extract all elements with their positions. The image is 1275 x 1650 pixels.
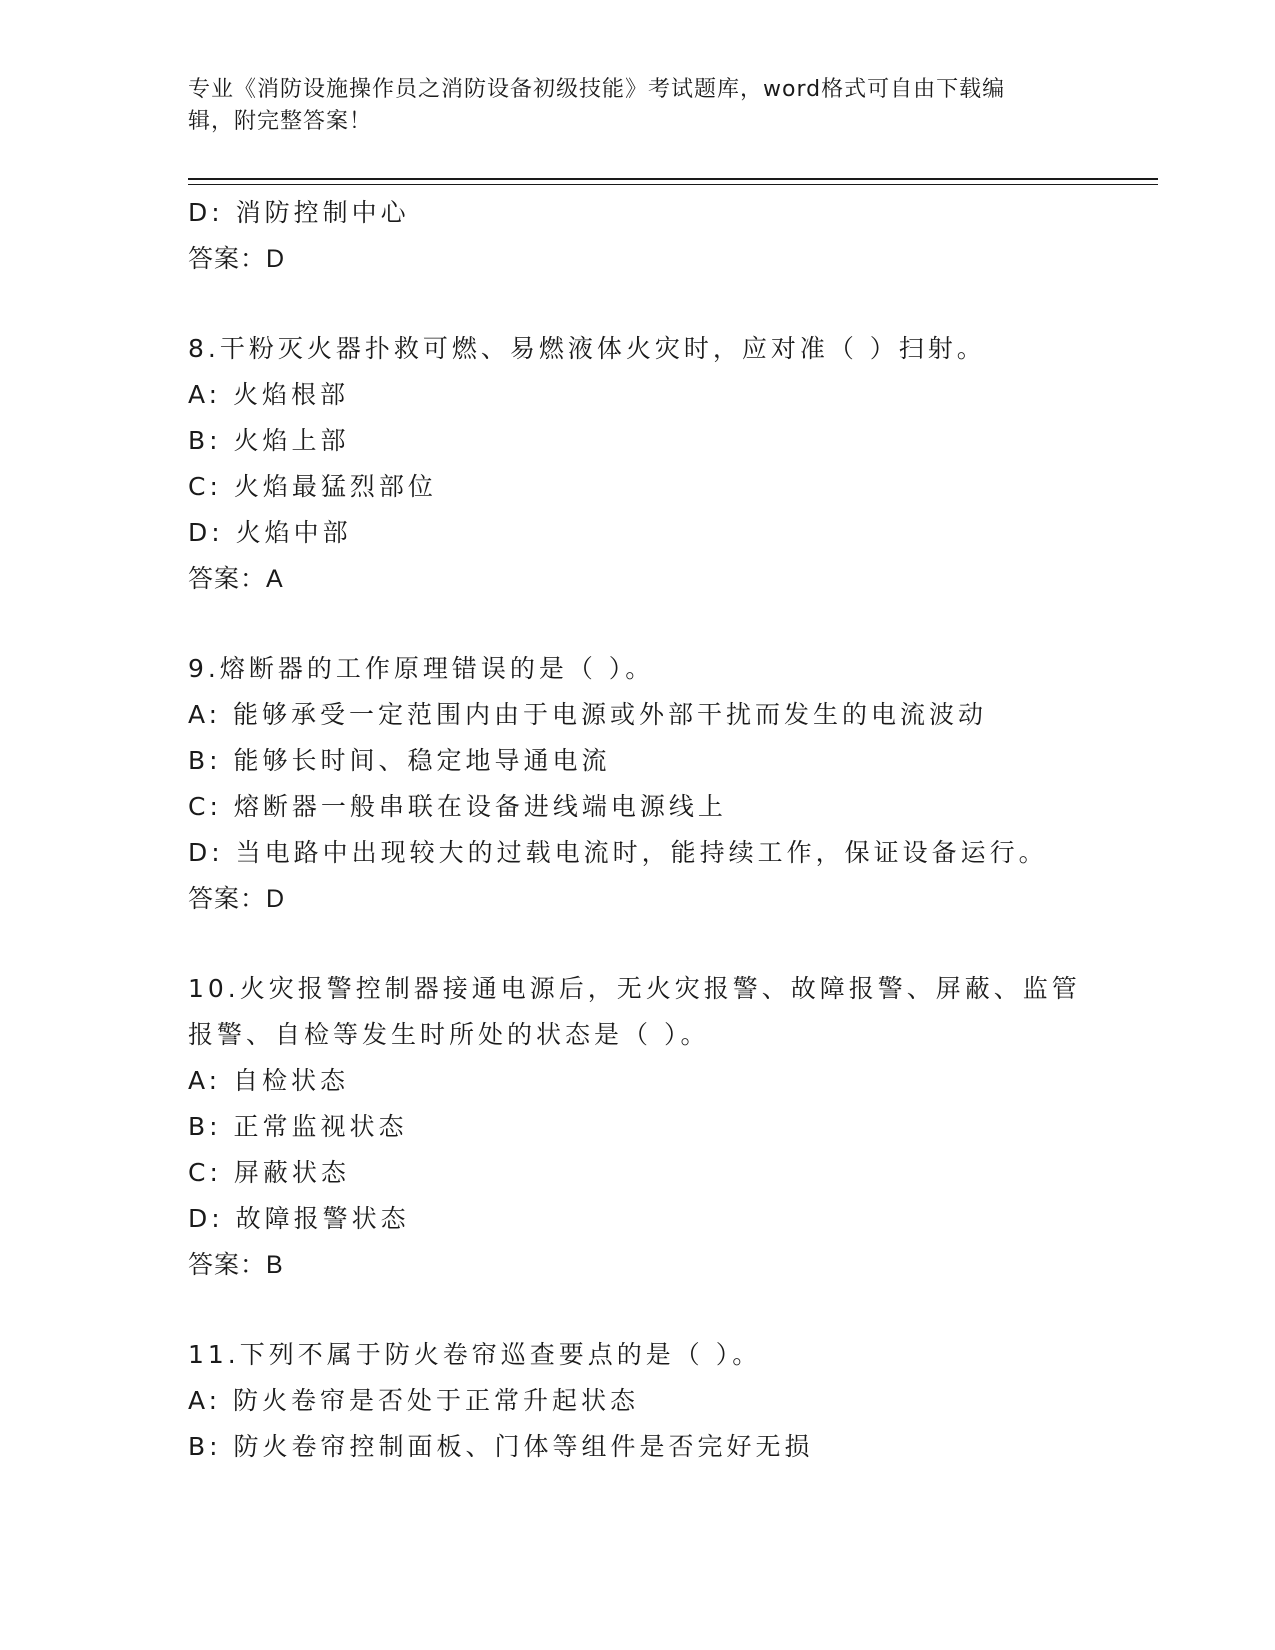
option-b: B: 防火卷帘控制面板、门体等组件是否完好无损 [188,1432,814,1461]
page-header [188,74,1068,138]
header-divider-thin [188,184,1158,185]
answer-label: 答案：A [188,565,284,593]
question-list [188,190,1088,1470]
question-stem: 8.干粉灭火器扑救可燃、易燃液体火灾时，应对准（ ）扫射。 [188,334,986,363]
question-stem: 9.熔断器的工作原理错误的是（ ）。 [188,654,655,683]
option-b: B: 能够长时间、稳定地导通电流 [188,746,611,775]
header-divider-thick [188,178,1158,180]
option-c: C: 火焰最猛烈部位 [188,472,437,501]
spacer [188,602,1088,646]
option-c: C: 屏蔽状态 [188,1158,350,1187]
question-10 [188,966,1088,1288]
header-line-1: 专业《消防设施操作员之消防设备初级技能》考试题库，word格式可自由下载编 [188,77,1006,102]
option-b: B: 火焰上部 [188,426,350,455]
option-d: D: 消防控制中心 [188,198,410,227]
option-b: B: 正常监视状态 [188,1112,408,1141]
question-9 [188,646,1088,922]
answer-label: 答案：D [188,885,286,913]
spacer [188,922,1088,966]
option-a: A: 能够承受一定范围内由于电源或外部干扰而发生的电流波动 [188,700,988,729]
header-line-2: 辑，附完整答案！ [188,109,373,134]
option-a: A: 火焰根部 [188,380,350,409]
question-8 [188,326,1088,602]
question-stem: 11.下列不属于防火卷帘巡查要点的是（ ）。 [188,1340,762,1369]
question-stem-line-2: 报警、自检等发生时所处的状态是（ ）。 [188,1020,710,1049]
question-stem-line-1: 10.火灾报警控制器接通电源后，无火灾报警、故障报警、屏蔽、监管 [188,974,1081,1003]
answer-label: 答案：B [188,1251,284,1279]
spacer [188,1288,1088,1332]
answer-label: 答案：D [188,245,286,273]
option-a: A: 防火卷帘是否处于正常升起状态 [188,1386,640,1415]
option-c: C: 熔断器一般串联在设备进线端电源线上 [188,792,727,821]
spacer [188,282,1088,326]
question-11 [188,1332,1088,1470]
question-7 [188,190,1088,282]
option-d: D: 故障报警状态 [188,1204,410,1233]
option-d: D: 火焰中部 [188,518,352,547]
option-a: A: 自检状态 [188,1066,350,1095]
option-d: D: 当电路中出现较大的过载电流时，能持续工作，保证设备运行。 [188,838,1048,867]
